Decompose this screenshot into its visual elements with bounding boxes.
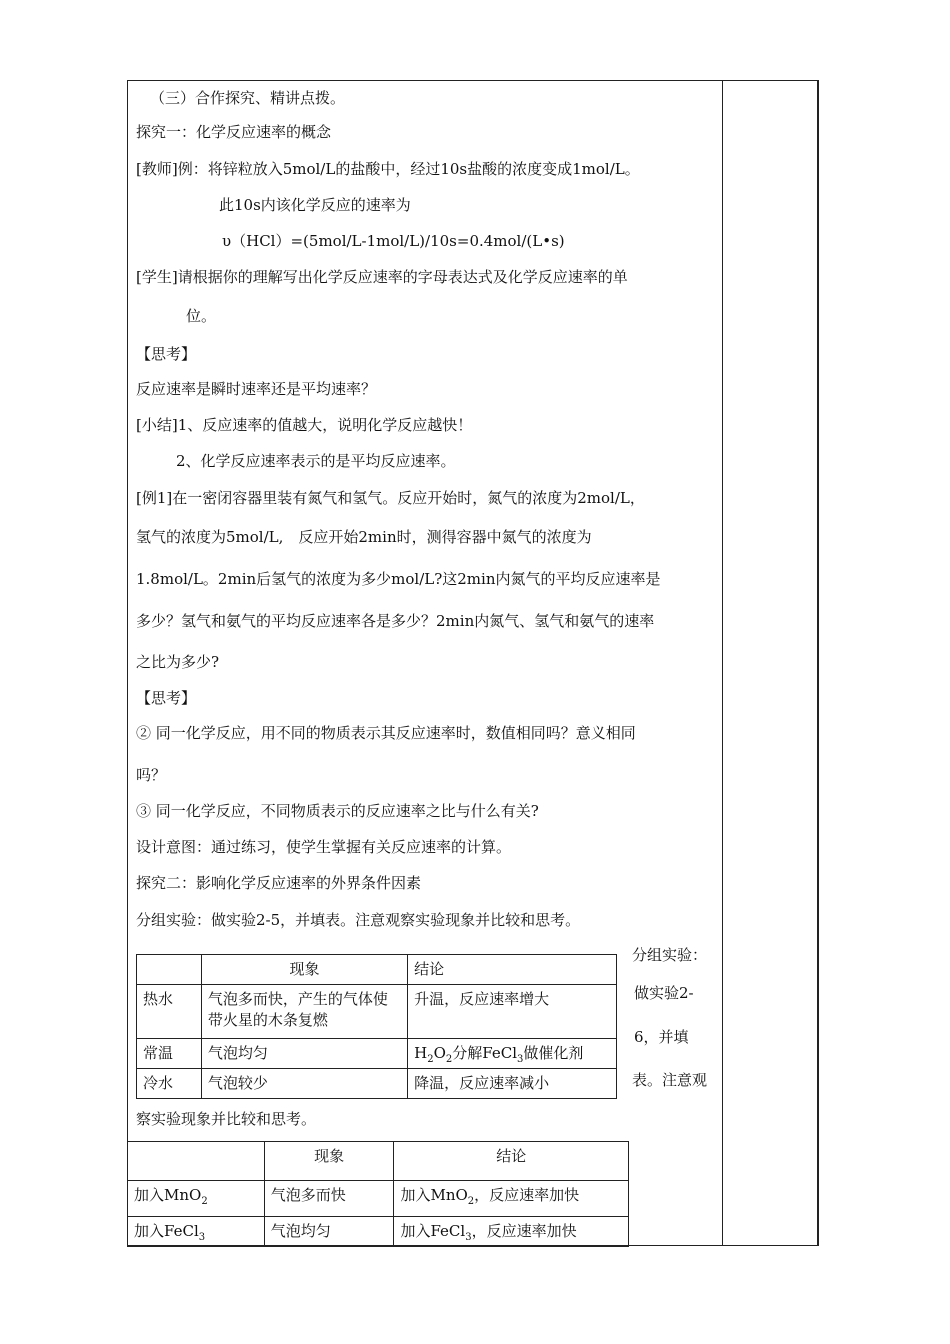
table-header-cell: 现象 [264,1142,394,1181]
table-header-cell: 结论 [408,955,617,985]
think-question-2: ② 同一化学反应，用不同的物质表示其反应速率时，数值相同吗？意义相同 [136,724,636,742]
group-experiment-2-6-cont: 察实验现象并比较和思考。 [136,1110,317,1128]
formula-sub: 3 [198,1232,206,1243]
formula-sub: 2 [467,1196,475,1207]
table-cell: 气泡多而快 [264,1181,394,1217]
rate-statement: 此10s内该化学反应的速率为 [219,196,411,214]
table-cell: 气泡较少 [201,1069,407,1099]
formula-text: 加入MnO [134,1186,202,1204]
catalyst-table [127,1141,629,1247]
side-note-1: 分组实验： [632,946,708,964]
example-1-line-4: 多少？氢气和氨气的平均反应速率各是多少？2min内氮气、氢气和氨气的速率 [136,612,655,630]
formula-sub: 3 [517,1054,524,1065]
formula-sub: 2 [201,1196,208,1207]
table-cell: 升温，反应速率增大 [408,985,617,1039]
table-cell [128,1217,265,1247]
summary-2: 2、化学反应速率表示的是平均反应速率。 [176,452,456,470]
inquiry-1-title: 探究一：化学反应速率的概念 [136,123,332,141]
section-heading: （三）合作探究、精讲点拨。 [150,89,346,107]
think-question-2-cont: 吗？ [136,766,167,784]
formula-text: 加入FeCl [134,1222,199,1240]
student-prompt-cont: 位。 [186,307,217,325]
table-header-cell [137,955,202,985]
table-cell: 常温 [137,1039,202,1069]
think-question-1: 反应速率是瞬时速率还是平均速率？ [136,380,377,398]
formula-text: 分解FeCl [452,1044,517,1062]
table-cell [394,1181,629,1217]
rate-formula: υ（HCl）=(5mol/L-1mol/L)/10s=0.4mol/(L•s) [222,232,565,250]
table-header-row [137,955,617,985]
summary-1: [小结]1、反应速率的值越大，说明化学反应越快！ [136,416,473,434]
example-1-line-5: 之比为多少? [136,653,220,671]
think-heading-1: 【思考】 [136,345,197,363]
formula-text: ，反应速率加快 [474,1186,580,1204]
table-row [128,1181,629,1217]
formula-sub: 2 [427,1054,434,1065]
column-divider-1 [722,80,723,1246]
table-header-cell: 结论 [394,1142,629,1181]
group-experiment-2-5: 分组实验：做实验2-5，并填表。注意观察实验现象并比较和思考。 [136,911,581,929]
example-1-line-3: 1.8mol/L。2min后氢气的浓度为多少mol/L?这2min内氮气的平均反应速率是 [136,570,661,588]
formula-text: 做催化剂 [523,1044,584,1062]
formula-sub: 2 [445,1054,453,1065]
table-row [137,985,617,1039]
table-row [137,1069,617,1099]
table-cell: 气泡均匀 [201,1039,407,1069]
table-cell [408,1039,617,1069]
temperature-table [136,954,617,1099]
example-1-line-2: 氢气的浓度为5mol/L, 反应开始2min时，测得容器中氮气的浓度为 [136,528,592,546]
table-row [137,1039,617,1069]
think-question-3: ③ 同一化学反应，不同物质表示的反应速率之比与什么有关? [136,802,539,820]
formula-text: ，反应速率加快 [471,1222,577,1240]
formula-text: 加入MnO [400,1186,468,1204]
table-row [128,1217,629,1247]
table-header-cell [128,1142,265,1181]
example-1-line-1: [例1]在一密闭容器里装有氮气和氢气。反应开始时，氮气的浓度为2mol/L， [136,489,645,507]
table-cell: 气泡多而快，产生的气体使带火星的木条复燃 [201,985,407,1039]
side-note-2: 做实验2- [634,984,694,1002]
side-note-4: 表。注意观 [632,1071,708,1089]
side-note-3: 6，并填 [634,1028,689,1046]
table-cell: 热水 [137,985,202,1039]
student-prompt: [学生]请根据你的理解写出化学反应速率的字母表达式及化学反应速率的单 [136,268,628,286]
think-heading-2: 【思考】 [136,689,197,707]
teacher-example: [教师]例：将锌粒放入5mol/L的盐酸中，经过10s盐酸的浓度变成1mol/L。 [136,160,640,178]
table-cell: 降温，反应速率减小 [408,1069,617,1099]
design-intent: 设计意图：通过练习，使学生掌握有关反应速率的计算。 [136,838,512,856]
formula-text: O [433,1044,446,1062]
table-header-row [128,1142,629,1181]
table-cell: 气泡均匀 [264,1217,394,1247]
table-cell [394,1217,629,1247]
table-cell [128,1181,265,1217]
formula-text: H [414,1044,428,1062]
column-divider-2 [817,80,818,1246]
formula-sub: 3 [465,1232,472,1243]
formula-text: 加入FeCl [400,1222,466,1240]
table-cell: 冷水 [137,1069,202,1099]
table-header-cell: 现象 [201,955,407,985]
inquiry-2-title: 探究二：影响化学反应速率的外界条件因素 [136,874,422,892]
